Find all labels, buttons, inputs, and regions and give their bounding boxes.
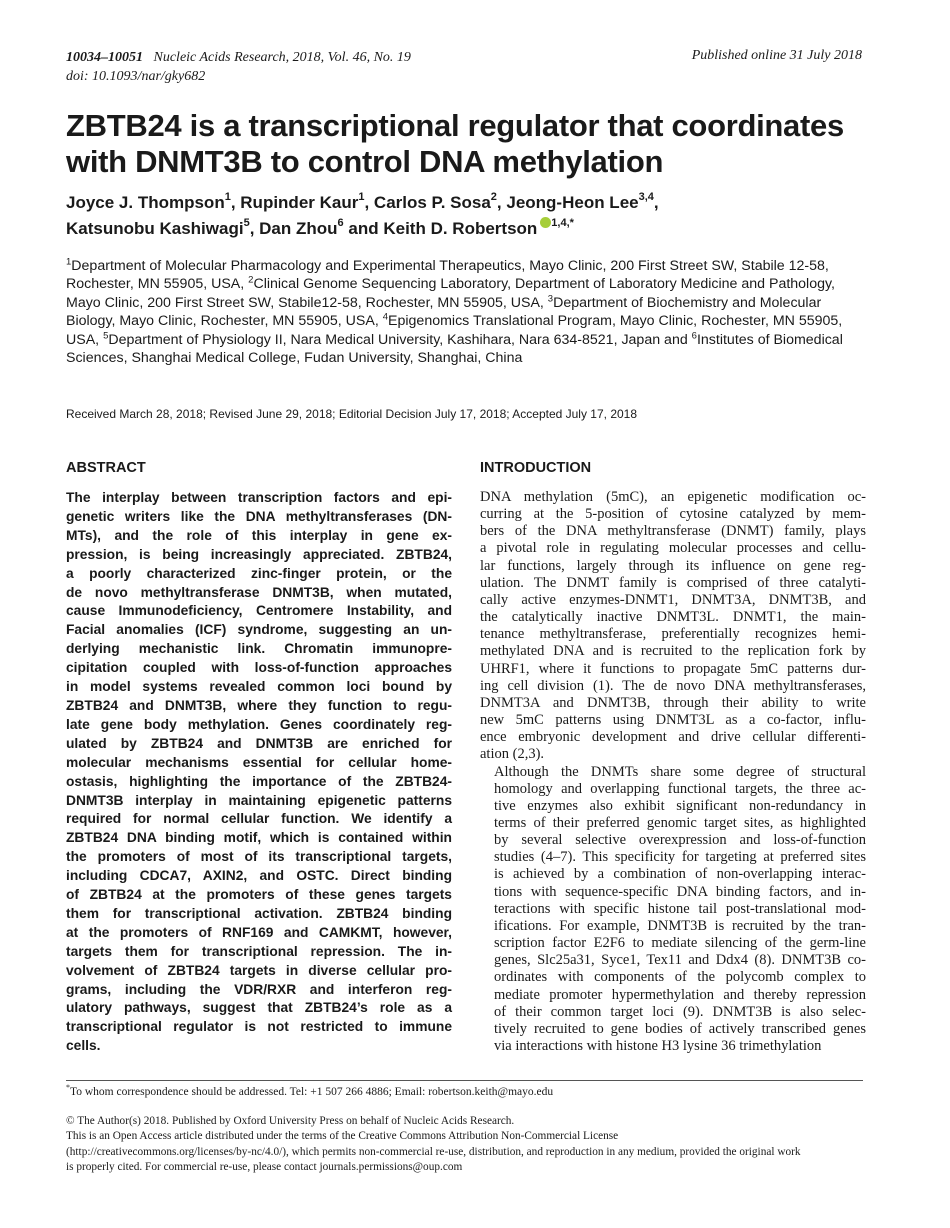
- introduction-body: [480, 489, 866, 1055]
- text-line: grams, including the VDR/RXR and interferon reg-: [66, 981, 452, 997]
- text-line: ation (2,3).: [480, 746, 545, 763]
- text-line: UHRF1, where it functions to propagate 5mC patterns dur-: [480, 660, 866, 677]
- text-line: required for normal cellular function. We identify a: [66, 811, 452, 827]
- text-line: studies (4–7). This specificity for targeting at preferred sites: [494, 849, 866, 866]
- text-line: of ZBTB24 at the promoters of these genes targets: [66, 887, 452, 903]
- received-dates: Received March 28, 2018; Revised June 29, 2018; Editorial Decision July 17, 2018; Accepted July 17, 2018: [66, 407, 638, 421]
- text-line: in model systems revealed common loci bound by: [66, 679, 452, 695]
- text-line: them for transcriptional activation. ZBTB24 binding: [66, 905, 452, 921]
- journal-citation: Nucleic Acids Research, 2018, Vol. 46, No. 19: [153, 50, 411, 65]
- text-line: teractions with specific histone tail post-translational mod-: [494, 900, 866, 917]
- author: Joyce J. Thompson$^1$: [66, 191, 231, 212]
- text-line: a poorly characterized zinc-finger protein, or the: [66, 565, 452, 581]
- author: Jeong-Heon Lee$^{3,4}$: [506, 191, 654, 212]
- introduction-section: [480, 460, 866, 1055]
- text-line: tively recruited to gene bodies of actively transcribed genes: [494, 1020, 866, 1037]
- text-line: cells.: [66, 1038, 101, 1054]
- text-line: genes, Slc25a31, Syce1, Tex11 and Ddx4 (8). DNMT3B co-: [494, 952, 866, 969]
- text-line: tenance methyltransferase, preferentially recognizes hemi-: [480, 626, 866, 643]
- text-line: DNMT3B interplay in maintaining epigenetic patterns: [66, 792, 452, 808]
- text-line: lar functions, largely through its influence on gene reg-: [480, 557, 866, 574]
- text-line: the catalytically inactive DNMT3L. DNMT1, the main-: [480, 609, 866, 626]
- license-text: © The Author(s) 2018. Published by Oxford University Press on behalf of Nucleic Acids Research. This is an Open Access article distributed under the terms of the Creative Commons Attribution Non-Commercial License (http://creativecommons.org/licenses/by-nc/4.0/), which permits non-commercial re-use, distribution, and reproduction in any medium, provided the original work is properly cited. For commercial re-use, please contact journals.permissions@oup.com: [66, 1115, 801, 1173]
- text-line: tive enzymes also exhibit significant non-redundancy in: [494, 797, 866, 814]
- correspondence-note: *To whom correspondence should be addressed. Tel: +1 507 266 4886; Email: robertson.keith@mayo.edu: [66, 1083, 554, 1098]
- text-line: DNA methylation (5mC), an epigenetic modification oc-: [480, 489, 866, 505]
- text-line: new 5mC patterns using DNMT3L as a co-factor, influ-: [480, 712, 866, 729]
- author: Keith D. Robertson $^{1,4,*}$: [383, 217, 574, 238]
- text-line: ZBTB24 and DNMT3B, where they function to regu-: [66, 697, 452, 713]
- page-range: 10034–10051: [66, 50, 143, 65]
- text-line: ulatory pathways, suggest that ZBTB24’s role as a: [66, 1000, 452, 1016]
- text-line: scription factor E2F6 to mediate silencing of the germ-line: [494, 935, 866, 952]
- text-line: ZBTB24 DNA binding motif, which is contained within: [66, 830, 452, 846]
- text-line: derlying mechanistic link. Chromatin immunopre-: [66, 641, 452, 657]
- text-line: at the promoters of RNF169 and CAMKMT, however,: [66, 924, 452, 940]
- published-date: Published online 31 July 2018: [691, 48, 862, 63]
- text-line: ence embryonic development and drive cellular differenti-: [480, 729, 866, 746]
- text-line: The interplay between transcription factors and epi-: [66, 490, 452, 505]
- text-line: volvement of ZBTB24 targets in diverse cellular pro-: [66, 962, 452, 978]
- affiliations: $^1$Department of Molecular Pharmacology and Experimental Therapeutics, Mayo Clinic, 200 First Street SW, Stabile 12-58, Rochester, MN 55905, USA, $^2$Clinical Genome Sequencing Laboratory, Department of Laboratory Medicine and Pathology, Mayo Clinic, 200 First Street SW, Stabile12-58, Rochester, MN 55905, USA, $^3$Department of Biochemistry and Molecular Biology, Mayo Clinic, Rochester, MN 55905, USA, $^4$Epigenomics Translational Program, Mayo Clinic, Rochester, MN 55905, USA, $^5$Department of Physiology II, Nara Medical University, Kashihara, Nara 634-8521, Japan and $^6$Institutes of Biomedical Sciences, Shanghai Medical College, Fudan University, Shanghai, China: [66, 256, 843, 367]
- abstract-body: [66, 489, 452, 1056]
- text-line: de novo methyltransferase DNMT3B, when mutated,: [66, 584, 452, 600]
- intro-paragraph: [480, 764, 866, 1056]
- text-line: Facial anomalies (ICF) syndrome, suggesting an un-: [66, 622, 452, 638]
- introduction-heading: INTRODUCTION: [480, 460, 592, 476]
- author: Carlos P. Sosa$^2$: [373, 191, 497, 212]
- text-line: including CDCA7, AXIN2, and OSTC. Direct binding: [66, 868, 452, 884]
- doi[interactable]: doi: 10.1093/nar/gky682: [66, 69, 206, 84]
- text-line: the promoters of most of its transcriptional targets,: [66, 849, 452, 865]
- text-line: of their common target loci (9). DNMT3B is also selec-: [494, 1003, 866, 1020]
- text-line: ing cell division (1). The de novo DNA methyltransferases,: [480, 677, 866, 694]
- text-line: methylated DNA and is recruited to the replication fork by: [480, 643, 866, 660]
- text-line: Although the DNMTs share some degree of structural: [494, 763, 866, 780]
- author-list: Joyce J. Thompson$^1$, Rupinder Kaur$^1$, Carlos P. Sosa$^2$, Jeong-Heon Lee$^{3,4}$, Katsunobu Kashiwagi$^5$, Dan Zhou$^6$ and Keith D. Robertson $^{1,4,*}$: [66, 191, 659, 238]
- text-line: late gene body methylation. Genes coordinately reg-: [66, 716, 452, 732]
- text-line: genetic writers like the DNA methyltransferases (DN-: [66, 508, 452, 524]
- footnote-divider: [66, 1080, 863, 1081]
- text-line: tions with sequence-specific DNA binding factors, and in-: [494, 883, 866, 900]
- text-line: molecular mechanisms essential for cellular home-: [66, 754, 452, 770]
- paper-title: ZBTB24 is a transcriptional regulator that coordinates with DNMT3B to control DNA methylation: [66, 108, 844, 179]
- author: Katsunobu Kashiwagi$^5$: [66, 217, 250, 238]
- orcid-icon[interactable]: [540, 217, 551, 228]
- text-line: terms of their preferred genomic target sites, as highlighted: [494, 814, 866, 831]
- text-line: curring at the 5-position of cytosine catalyzed by mem-: [480, 506, 866, 523]
- text-line: DNMT3A and DNMT3B, through their ability to write: [480, 694, 866, 711]
- abstract-heading: ABSTRACT: [66, 460, 146, 476]
- text-line: ordinates with components of the polycomb complex to: [494, 969, 866, 986]
- text-line: mediate promoter hypermethylation and thereby repression: [494, 986, 866, 1003]
- text-line: transcriptional regulator is not restricted to immune: [66, 1019, 452, 1035]
- text-line: cause Immunodeficiency, Centromere Instability, and: [66, 603, 452, 619]
- text-line: by several selective overexpression and loss-of-function: [494, 832, 866, 849]
- text-line: targets them for transcriptional repression. The in-: [66, 943, 452, 959]
- text-line: MTs), and the role of this interplay in gene ex-: [66, 527, 452, 543]
- text-line: ostasis, highlighting the importance of the ZBTB24-: [66, 773, 452, 789]
- author: Rupinder Kaur$^1$: [240, 191, 365, 212]
- text-line: ifications. For example, DNMT3B is recruited by the tran-: [494, 917, 866, 934]
- journal-header: [66, 48, 411, 86]
- text-line: cally active enzymes-DNMT1, DNMT3A, DNMT3B, and: [480, 591, 866, 608]
- text-line: ulated by ZBTB24 and DNMT3B are enriched for: [66, 735, 452, 751]
- text-line: ulation. The DNMT family is comprised of three catalyti-: [480, 574, 866, 591]
- abstract-section: [66, 460, 452, 1056]
- intro-paragraph: [480, 489, 866, 764]
- text-line: a pivotal role in regulating molecular processes and cellu-: [480, 540, 866, 557]
- text-line: pression, is being increasingly appreciated. ZBTB24,: [66, 546, 452, 562]
- text-line: via interactions with histone H3 lysine 36 trimethylation: [494, 1038, 822, 1054]
- text-line: cipitation coupled with loss-of-function approaches: [66, 660, 452, 676]
- text-line: bers of the DNA methyltransferase (DNMT) family, plays: [480, 523, 866, 540]
- text-line: is achieved by a combination of non-overlapping interac-: [494, 866, 866, 883]
- text-line: homology and overlapping functional targets, the three ac-: [494, 780, 866, 797]
- author: Dan Zhou$^6$: [259, 217, 344, 238]
